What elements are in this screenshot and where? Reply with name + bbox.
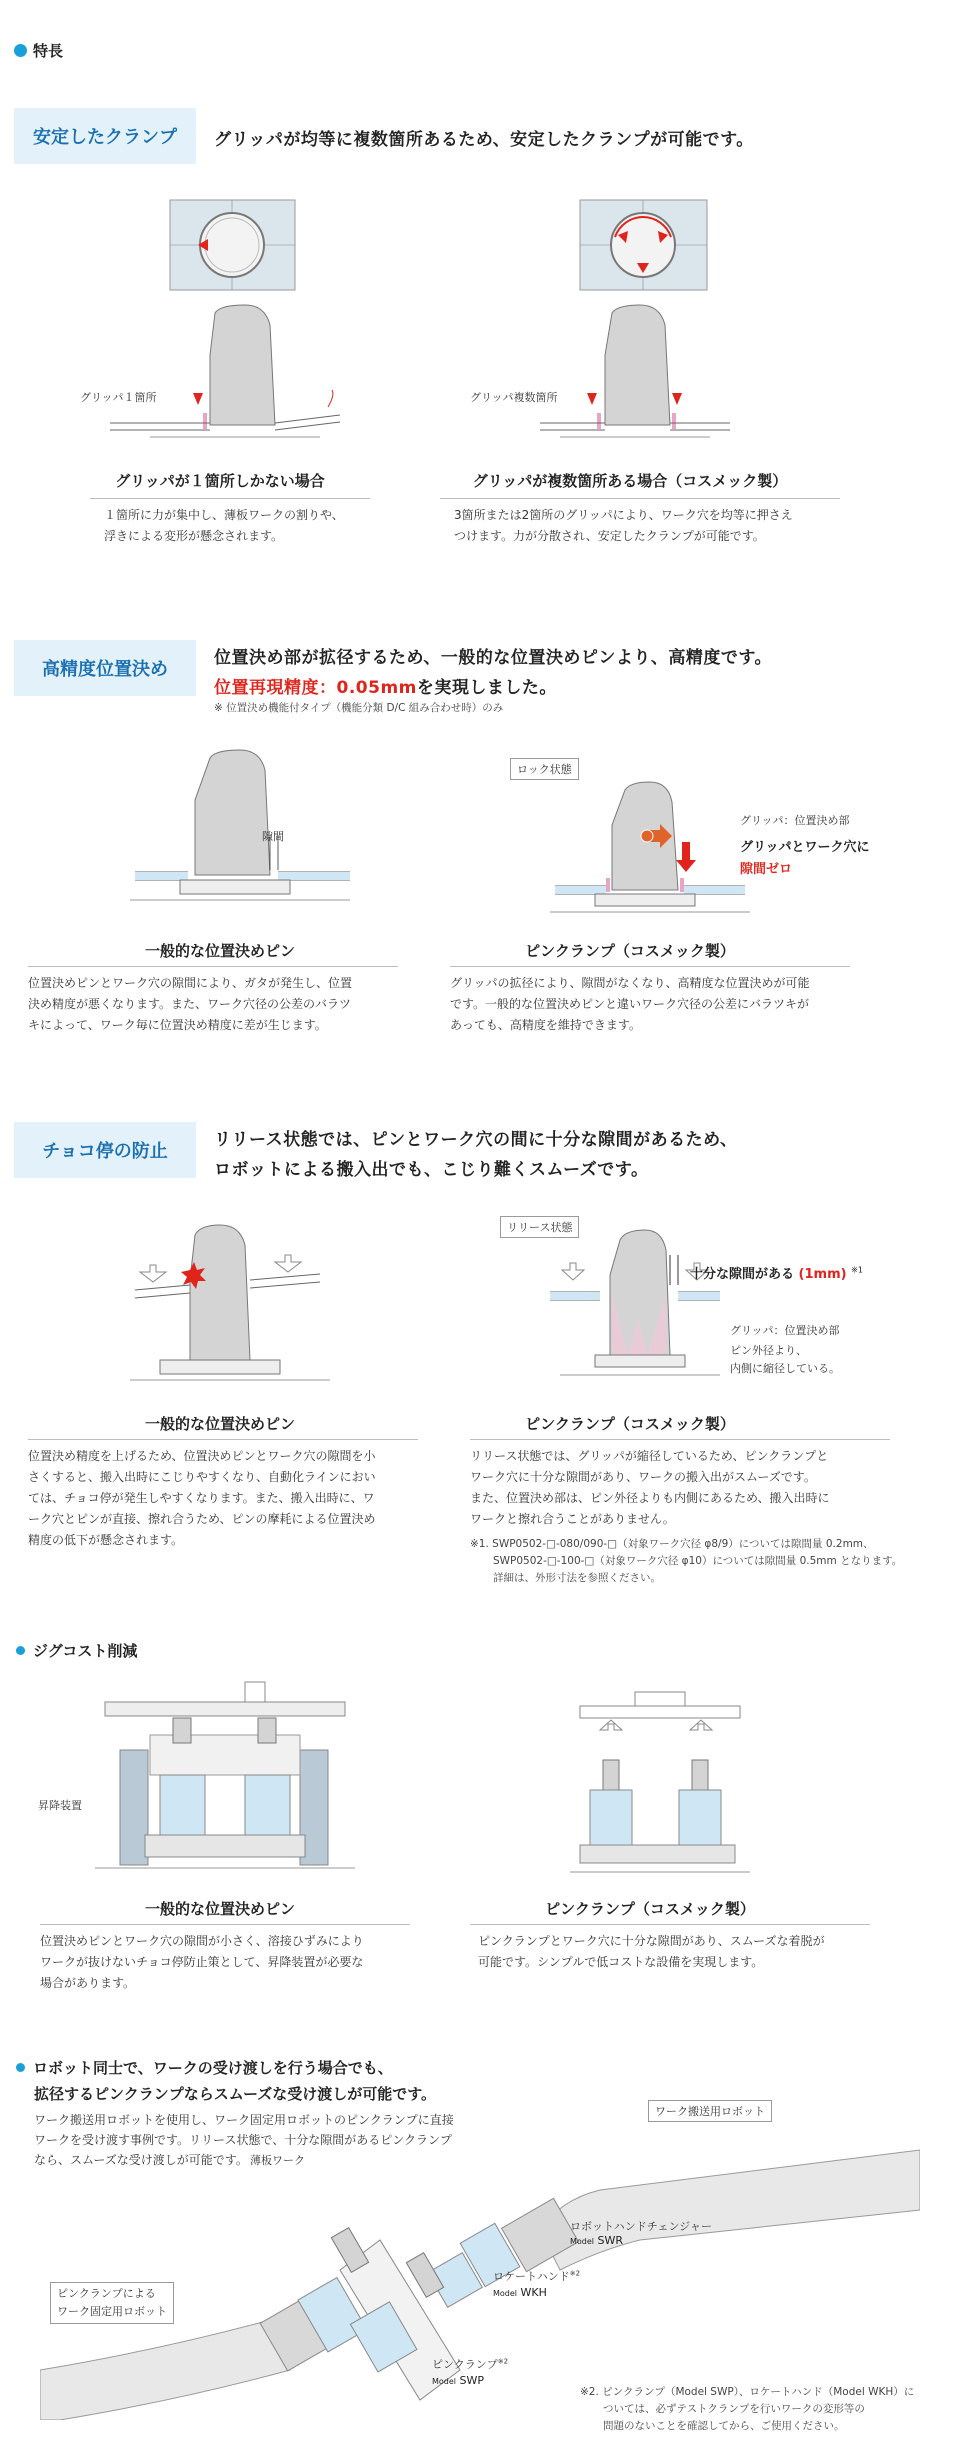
state-release: リリース状態 bbox=[500, 1216, 579, 1238]
desc-multi-gripper-2: つけます。力が分散され、安定したクランプが可能です。 bbox=[454, 529, 765, 543]
section-robot-transfer bbox=[16, 2057, 393, 2078]
label-gripper-release: グリッパ：位置決め部 bbox=[730, 1324, 840, 1337]
divider bbox=[470, 1439, 890, 1440]
figure-lift-jig bbox=[95, 1680, 355, 1880]
label-lift-device: 昇降装置 bbox=[38, 1799, 82, 1812]
precision-value: 位置再現精度：0.05mm bbox=[214, 678, 417, 698]
figure-multi-gripper bbox=[500, 195, 740, 445]
label-thin-work: 薄板ワーク bbox=[250, 2154, 305, 2167]
caption-jig-general: 一般的な位置決めピン bbox=[144, 1900, 295, 1918]
label-zero-gap-2: 隙間ゼロ bbox=[740, 862, 793, 877]
section-jig-cost bbox=[16, 1640, 137, 1661]
section-title-1: ロボット同士で、ワークの受け渡しを行う場合でも、 bbox=[33, 2059, 393, 2077]
figure-pinclamp-lock bbox=[550, 780, 750, 930]
label-multi-gripper: グリッパ複数箇所 bbox=[470, 391, 558, 404]
caption-multi-gripper: グリッパが複数箇所ある場合（コスメック製） bbox=[472, 472, 788, 490]
label-pinclamp: ピンクランプ$^{※2}$ bbox=[432, 2357, 509, 2371]
figure-simple-jig bbox=[570, 1690, 750, 1880]
sec3-lead-1: リリース状態では、ピンとワーク穴の間に十分な隙間があるため、 bbox=[214, 1130, 738, 1150]
desc-single-gripper-1: １箇所に力が集中し、薄板ワークの割りや、 bbox=[104, 508, 344, 522]
sec2-note: ※ 位置決め機能付タイプ（機能分類 D/C 組み合わせ時）のみ bbox=[214, 702, 504, 714]
label-inner-2: 内側に縮径している。 bbox=[730, 1362, 840, 1375]
desc-jam-1: 位置決め精度を上げるため、位置決めピンとワーク穴の隙間を小 bbox=[28, 1449, 376, 1463]
sec1-lead: グリッパが均等に複数箇所あるため、安定したクランプが可能です。 bbox=[214, 130, 754, 150]
desc-jam-5: 精度の低下が懸念されます。 bbox=[28, 1533, 184, 1547]
caption-pinclamp-lock: ピンクランプ（コスメック製） bbox=[525, 942, 735, 960]
desc-jig-general-1: 位置決めピンとワーク穴の隙間が小さく、溶接ひずみにより bbox=[40, 1934, 364, 1948]
desc-jam-3: ては、チョコ停が発生しやすくなります。また、搬入出時に、ワ bbox=[28, 1491, 375, 1505]
desc-jam-4: ーク穴とピンが直接、擦れ合うため、ピンの摩耗による位置決め bbox=[28, 1512, 376, 1526]
desc-pinclamp-lock-3: あっても、高精度を維持できます。 bbox=[450, 1018, 641, 1032]
label-fixing-robot: ピンクランプによる ワーク固定用ロボット bbox=[50, 2282, 174, 2324]
note-release-2: SWP0502-□-100-□（対象ワーク穴径 φ10）については隙間量 0.5mm となります。 bbox=[493, 1555, 903, 1567]
desc-jig-pinclamp-2: 可能です。シンプルで低コストな設備を実現します。 bbox=[478, 1955, 764, 1969]
section-title-2: 拡径するピンクランプならスムーズな受け渡しが可能です。 bbox=[34, 2085, 437, 2103]
label-gap: 隙間 bbox=[262, 830, 284, 843]
desc-general-pin-2: 決め精度が悪くなります。また、ワーク穴径の公差のバラツ bbox=[28, 997, 352, 1011]
desc-release-2: ワーク穴に十分な隙間があり、ワークの搬入出がスムーズです。 bbox=[470, 1470, 816, 1484]
divider bbox=[90, 498, 370, 499]
label-locate-hand: ロケートハンド$^{※2}$ bbox=[493, 2269, 581, 2283]
divider bbox=[470, 1924, 870, 1925]
divider bbox=[440, 498, 840, 499]
desc-jam-2: さくすると、搬入出時にこじりやすくなり、自動化ラインにおい bbox=[28, 1470, 376, 1484]
label-zero-gap-1: グリッパとワーク穴に bbox=[740, 840, 870, 855]
label-locate-hand-model: Model WKH bbox=[493, 2286, 547, 2299]
desc-pinclamp-lock-2: です。一般的な位置決めピンと違いワーク穴径の公差にバラツキが bbox=[450, 997, 810, 1011]
desc-release-4: ワークと擦れ合うことがありません。 bbox=[470, 1512, 675, 1526]
desc-general-pin-3: キによって、ワーク毎に位置決め精度に差が生じます。 bbox=[28, 1018, 327, 1032]
label-pinclamp-model: Model SWP bbox=[432, 2374, 485, 2387]
bullet-icon bbox=[16, 1646, 25, 1655]
divider bbox=[450, 966, 850, 967]
label-transfer-robot: ワーク搬送用ロボット bbox=[648, 2100, 772, 2122]
desc-robot-1: ワーク搬送用ロボットを使用し、ワーク固定用ロボットのピンクランプに直接 bbox=[34, 2113, 454, 2127]
tag-stable-clamp: 安定したクランプ bbox=[14, 108, 196, 164]
figure-general-pin bbox=[120, 740, 360, 920]
label-changer: ロボットハンドチェンジャー bbox=[570, 2220, 712, 2233]
caption-single-gripper: グリッパが１箇所しかない場合 bbox=[115, 472, 325, 490]
sec2-lead-1: 位置決め部が拡径するため、一般的な位置決めピンより、高精度です。 bbox=[214, 648, 772, 668]
label-single-gripper: グリッパ１箇所 bbox=[80, 391, 157, 404]
bullet-icon bbox=[16, 2063, 25, 2072]
desc-release-1: リリース状態では、グリッパが縮径しているため、ピンクランプと bbox=[470, 1449, 829, 1463]
desc-robot-2: ワークを受け渡す事例です。リリース状態で、十分な隙間があるピンクランプ bbox=[34, 2133, 452, 2147]
divider bbox=[40, 1924, 410, 1925]
note-robot-3: 問題のないことを確認してから、ご使用ください。 bbox=[603, 2420, 845, 2432]
desc-jig-pinclamp-1: ピンクランプとワーク穴に十分な隙間があり、スムーズな着脱が bbox=[478, 1934, 825, 1948]
caption-pinclamp-release: ピンクランプ（コスメック製） bbox=[525, 1415, 735, 1433]
divider bbox=[28, 966, 398, 967]
desc-pinclamp-lock-1: グリッパの拡径により、隙間がなくなり、高精度な位置決めが可能 bbox=[450, 976, 810, 990]
desc-jig-general-2: ワークが抜けないチョコ停防止策として、昇降装置が必要な bbox=[40, 1955, 364, 1969]
caption-general-pin-jam: 一般的な位置決めピン bbox=[144, 1415, 295, 1433]
note-release-1: ※1. SWP0502-□-080/090-□（対象ワーク穴径 φ8/9）については隙間量 0.2mm、 bbox=[470, 1538, 874, 1550]
desc-multi-gripper-1: 3箇所または2箇所のグリッパにより、ワーク穴を均等に押さえ bbox=[454, 508, 793, 522]
figure-pinclamp-release bbox=[550, 1225, 720, 1385]
bullet-icon bbox=[14, 44, 27, 57]
desc-general-pin-1: 位置決めピンとワーク穴の隙間により、ガタが発生し、位置 bbox=[28, 976, 353, 990]
desc-jig-general-3: 場合があります。 bbox=[40, 1976, 136, 1990]
state-lock: ロック状態 bbox=[510, 758, 579, 780]
tag-stop-prevention: チョコ停の防止 bbox=[14, 1122, 196, 1178]
divider bbox=[28, 1439, 418, 1440]
figure-general-pin-jam bbox=[120, 1210, 340, 1390]
label-gripper-locator: グリッパ：位置決め部 bbox=[740, 814, 850, 827]
note-robot-1: ※2. ピンクランプ（Model SWP）、ロケートハンド（Model WKH）に bbox=[580, 2386, 915, 2398]
sec2-lead-2: 位置再現精度：0.05mmを実現しました。 bbox=[214, 678, 557, 698]
label-inner-1: ピン外径より、 bbox=[730, 1344, 807, 1357]
tag-high-precision: 高精度位置決め bbox=[14, 640, 196, 696]
note-robot-2: ついては、必ずテストクランプを行いワークの変形等の bbox=[603, 2403, 865, 2415]
note-release-3: 詳細は、外形寸法を参照ください。 bbox=[493, 1572, 661, 1584]
caption-general-pin: 一般的な位置決めピン bbox=[144, 942, 295, 960]
caption-jig-pinclamp: ピンクランプ（コスメック製） bbox=[545, 1900, 755, 1918]
label-sufficient-gap: 十分な隙間がある (1mm) $^{※1}$ bbox=[690, 1265, 863, 1282]
desc-single-gripper-2: 浮きによる変形が懸念されます。 bbox=[104, 529, 284, 543]
desc-release-3: また、位置決め部は、ピン外径よりも内側にあるため、搬入出時に bbox=[470, 1491, 830, 1505]
label-changer-model: Model SWR bbox=[570, 2234, 624, 2247]
section-title: ジグコスト削減 bbox=[33, 1642, 138, 1660]
page-title: 特長 bbox=[33, 42, 64, 60]
sec3-lead-2: ロボットによる搬入出でも、こじり難くスムーズです。 bbox=[214, 1160, 649, 1180]
section-header bbox=[14, 40, 63, 61]
desc-robot-3: なら、スムーズな受け渡しが可能です。 bbox=[34, 2153, 248, 2167]
